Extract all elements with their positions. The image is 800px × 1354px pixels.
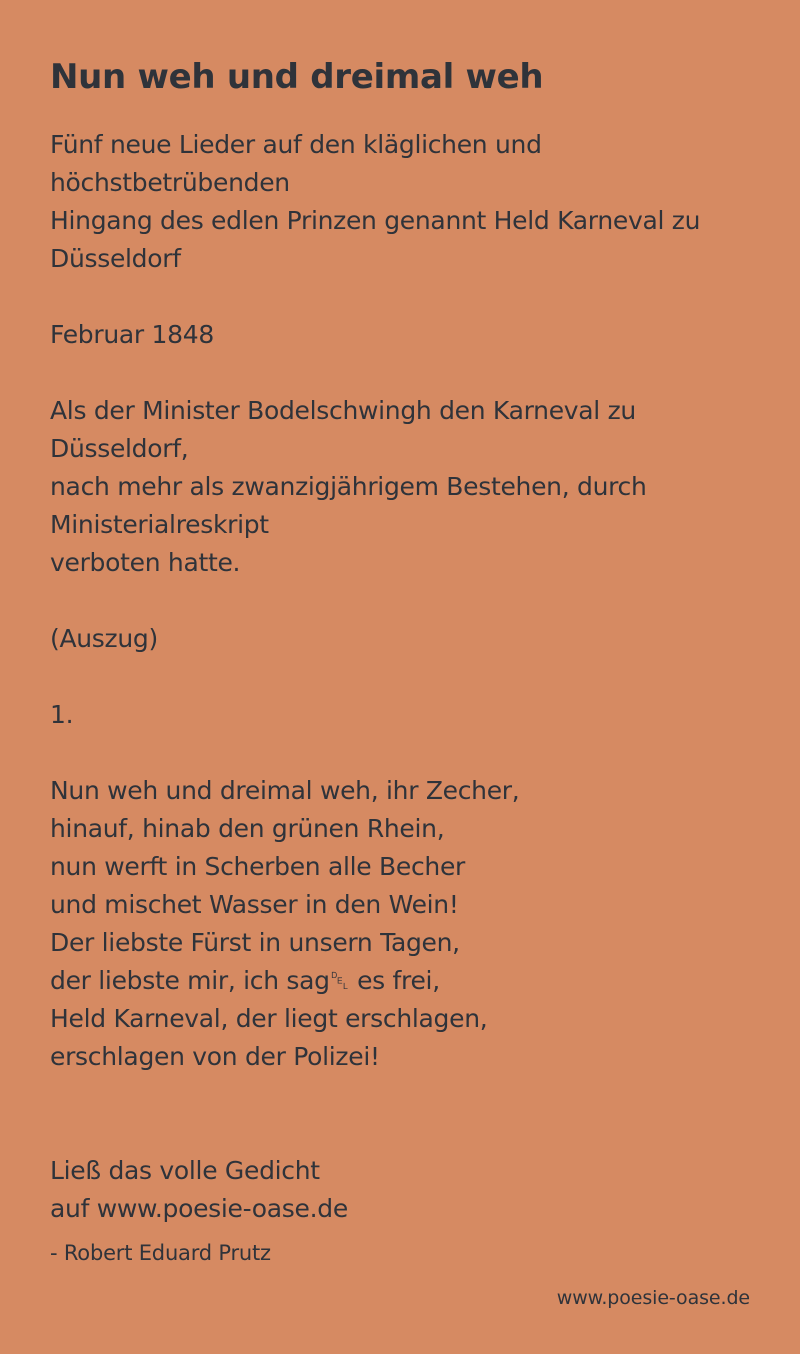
read-full-poem-note [50,1152,348,1228]
poem-title: Nun weh und dreimal weh [50,57,544,97]
stanza-line: Nun weh und dreimal weh, ihr Zecher, [50,776,520,805]
context-line: verboten hatte. [50,548,241,577]
stanza-line: hinauf, hinab den grünen Rhein, [50,814,445,843]
cta-line: auf www.poesie-oase.de [50,1194,348,1223]
context-line: Ministerialreskript [50,510,269,539]
stanza-line: und mischet Wasser in den Wein! [50,890,459,919]
spacer [50,278,760,316]
stanza-line: Der liebste Fürst in unsern Tagen, [50,928,460,957]
date-line: Februar 1848 [50,320,214,349]
context-line: nach mehr als zwanzigjährigem Bestehen, durch [50,472,647,501]
subtitle-line: Fünf neue Lieder auf den kläglichen und [50,130,542,159]
spacer [50,658,760,696]
section-number: 1. [50,700,74,729]
stanza-line: Held Karneval, der liegt erschlagen, [50,1004,488,1033]
spacer [50,354,760,392]
context-line: Düsseldorf, [50,434,189,463]
stanza-line: erschlagen von der Polizei! [50,1042,380,1071]
stanza-line: nun werft in Scherben alle Becher [50,852,466,881]
stanza-line: der liebste mir, ich sag␡ es frei, [50,966,440,995]
author-attribution: - Robert Eduard Prutz [50,1241,271,1265]
cta-line: Ließ das volle Gedicht [50,1156,320,1185]
context-line: Als der Minister Bodelschwingh den Karneval zu [50,396,636,425]
spacer [50,582,760,620]
poem-body [50,126,760,1076]
subtitle-line: Hingang des edlen Prinzen genannt Held Karneval zu [50,206,701,235]
footer-website: www.poesie-oase.de [556,1287,750,1309]
spacer [50,734,760,772]
subtitle-line: Düsseldorf [50,244,181,273]
excerpt-note: (Auszug) [50,624,158,653]
subtitle-line: höchstbetrübenden [50,168,290,197]
